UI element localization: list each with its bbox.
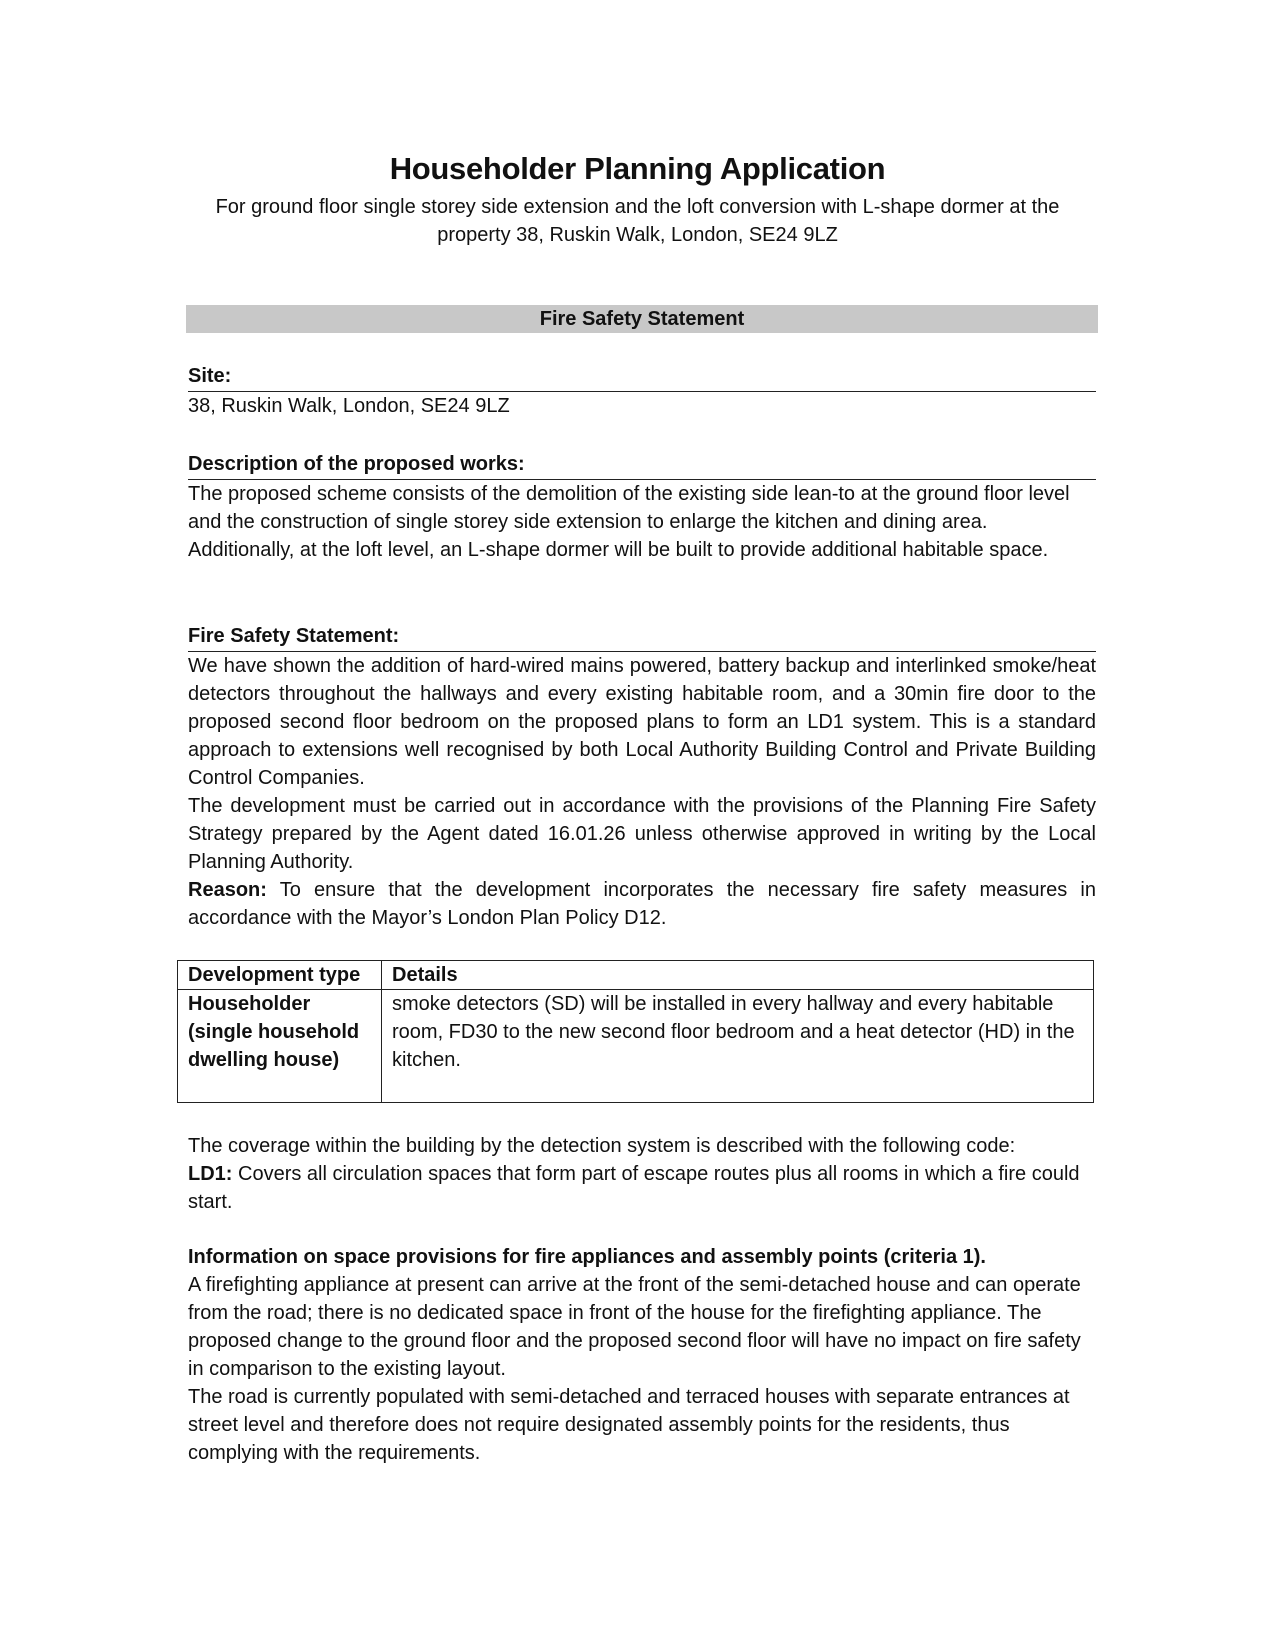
site-address: 38, Ruskin Walk, London, SE24 9LZ (188, 395, 510, 417)
reason-text: To ensure that the development incorporates the necessary fire safety measures in accordance with the Mayor’s London Plan Policy D12. (188, 879, 1096, 929)
table-cell-type: Householder (single household dwelling house) (178, 990, 382, 1103)
fire-statement-heading: Fire Safety Statement: (188, 622, 1096, 652)
fire-statement-paragraph-2: The development must be carried out in accordance with the provisions of the Planning Fire Safety Strategy prepared by the Agent dated 16.01.26 unless otherwise approved in writing by the Local Planning Authority. (188, 795, 1096, 873)
reason-label: Reason: (188, 879, 267, 901)
document-title: Householder Planning Application (389, 151, 886, 186)
description-text: The proposed scheme consists of the demolition of the existing side lean-to at the ground floor level and the construction of single storey side extension to enlarge the kitchen and dining area. Additionally, at the loft level, an L-shape dormer will be built to provide additional habitable space. (188, 483, 1070, 561)
space-info-paragraph-1: A firefighting appliance at present can arrive at the front of the semi-detached house and can operate from the road; there is no dedicated space in front of the house for the firefighting appliance. The proposed change to the ground floor and the proposed second floor will have no impact on fire safety in comparison to the existing layout. (188, 1274, 1081, 1380)
site-heading: Site: (188, 362, 1096, 392)
coverage-code (188, 1160, 1096, 1216)
description-heading: Description of the proposed works: (188, 450, 1096, 480)
coverage-intro: The coverage within the building by the detection system is described with the following code: (188, 1135, 1016, 1157)
table-header-details: Details (382, 961, 1094, 990)
space-info-paragraph-2: The road is currently populated with semi-detached and terraced houses with separate entrances at street level and therefore does not require designated assembly points for the residents, thus complying with the requirements. (188, 1386, 1070, 1464)
coverage-code-label: LD1: (188, 1163, 233, 1185)
site-section (188, 362, 1096, 420)
table-row (178, 990, 1094, 1103)
coverage-code-text: Covers all circulation spaces that form part of escape routes plus all rooms in which a fire could start. (188, 1163, 1080, 1213)
table-cell-details: smoke detectors (SD) will be installed in every hallway and every habitable room, FD30 to the new second floor bedroom and a heat detector (HD) in the kitchen. (382, 990, 1094, 1103)
fire-statement-paragraph-1: We have shown the addition of hard-wired mains powered, battery backup and interlinked smoke/heat detectors throughout the hallways and every existing habitable room, and a 30min fire door to the proposed second floor bedroom on the proposed plans to form an LD1 system. This is a standard approach to extensions well recognised by both Local Authority Building Control and Private Building Control Companies. (188, 655, 1096, 789)
document-subtitle: For ground floor single storey side extension and the loft conversion with L-shape dormer at the property 38, Ruskin Walk, London, SE24 9LZ (215, 196, 1060, 246)
coverage-section (188, 1132, 1096, 1216)
fire-statement-reason (188, 876, 1096, 932)
description-section (188, 450, 1096, 564)
space-info-section (188, 1243, 1096, 1467)
development-table (177, 960, 1094, 1103)
fire-statement-section (188, 622, 1096, 932)
space-info-heading: Information on space provisions for fire appliances and assembly points (criteria 1). (188, 1246, 986, 1268)
table-header-row (178, 961, 1094, 990)
section-banner: Fire Safety Statement (186, 305, 1098, 333)
table-header-type: Development type (178, 961, 382, 990)
